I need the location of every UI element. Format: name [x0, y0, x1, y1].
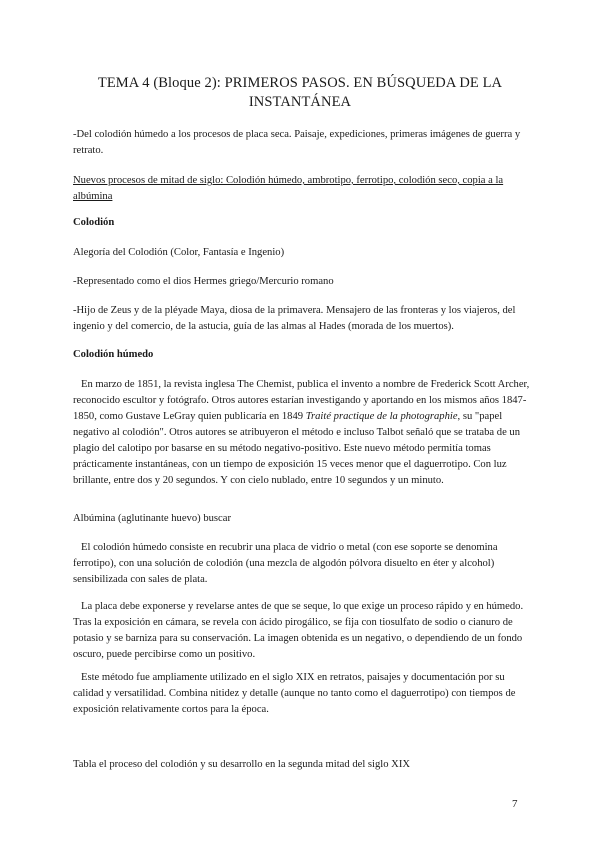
represented-paragraph: -Representado como el dios Hermes griego/Mercurio romano	[73, 276, 334, 287]
heading-wet-collodion: Colodión húmedo	[73, 349, 154, 360]
paragraph-1851-part-a: En marzo de 1851, la revista inglesa The Chemist, publica el invento a nombre de Frederick Scott Archer, reconocido escultor y fotógrafo. Otros autores estarían investigando y aportando en los mismos años 1847-1850, como Gustave LeGray quien publicaría en 1849	[73, 379, 530, 422]
paragraph-1851	[73, 377, 531, 489]
page-number: 7	[512, 798, 518, 810]
new-processes-paragraph: Nuevos procesos de mitad de siglo: Colodión húmedo, ambrotipo, ferrotipo, colodión seco, copia a la albúmina	[73, 175, 504, 202]
intro-paragraph: -Del colodión húmedo a los procesos de placa seca. Paisaje, expediciones, primeras imágenes de guerra y retrato.	[73, 129, 521, 156]
heading-colodion: Colodión	[73, 217, 115, 228]
page-title: TEMA 4 (Bloque 2): PRIMEROS PASOS. EN BÚSQUEDA DE LA INSTANTÁNEA	[97, 75, 503, 110]
paragraph-wet-plate: El colodión húmedo consiste en recubrir una placa de vidrio o metal (con ese soporte se denomina ferrotipo), con una solución de colodión (una mezcla de algodón pólvora disuelto en éter y alcohol) sensibilizada con sales de plata.	[73, 542, 498, 585]
traite-title: Traité practique de la photographie	[305, 411, 458, 422]
paragraph-usage: Este método fue ampliamente utilizado en el siglo XIX en retratos, paisajes y documentación por su calidad y versatilidad. Combina nitidez y detalle (aunque no tanto como el daguerrotipo) con tiempos de exposición relativamente cortos para la época.	[73, 672, 516, 715]
zeus-paragraph: -Hijo de Zeus y de la pléyade Maya, diosa de la primavera. Mensajero de las fronteras y los viajeros, del ingenio y del comercio, de la astucia, guía de las almas al Hades (morada de los muertos).	[73, 305, 516, 332]
allegory-paragraph: Alegoría del Colodión (Color, Fantasía e Ingenio)	[73, 247, 285, 258]
paragraph-1851-part-b: , su "papel negativo al colodión". Otros autores se atribuyeron el método e incluso Talbot señaló que se trataba de un plagio del calotipo por basarse en su método negativo-positivo. Este nuevo método permitía tomas prácticamente instantáneas, con un tiempo de exposición 15 veces menor que el daguerrotipo. Con luz brillante, entre dos y 20 segundos. Y con cielo nublado, entre 10 segundos y un minuto.	[73, 411, 521, 486]
albumina-note: Albúmina (aglutinante huevo) buscar	[73, 513, 231, 524]
table-note: Tabla el proceso del colodión y su desarrollo en la segunda mitad del siglo XIX	[73, 759, 410, 770]
paragraph-exposure: La placa debe exponerse y revelarse antes de que se seque, lo que exige un proceso rápido y en húmedo. Tras la exposición en cámara, se revela con ácido pirogálico, se fija con tiosulfato de sodio o cianuro de potasio y se barniza para su conservación. La imagen obtenida es un negativo, o dependiendo de un fondo oscuro, puede percibirse como un positivo.	[73, 601, 524, 660]
